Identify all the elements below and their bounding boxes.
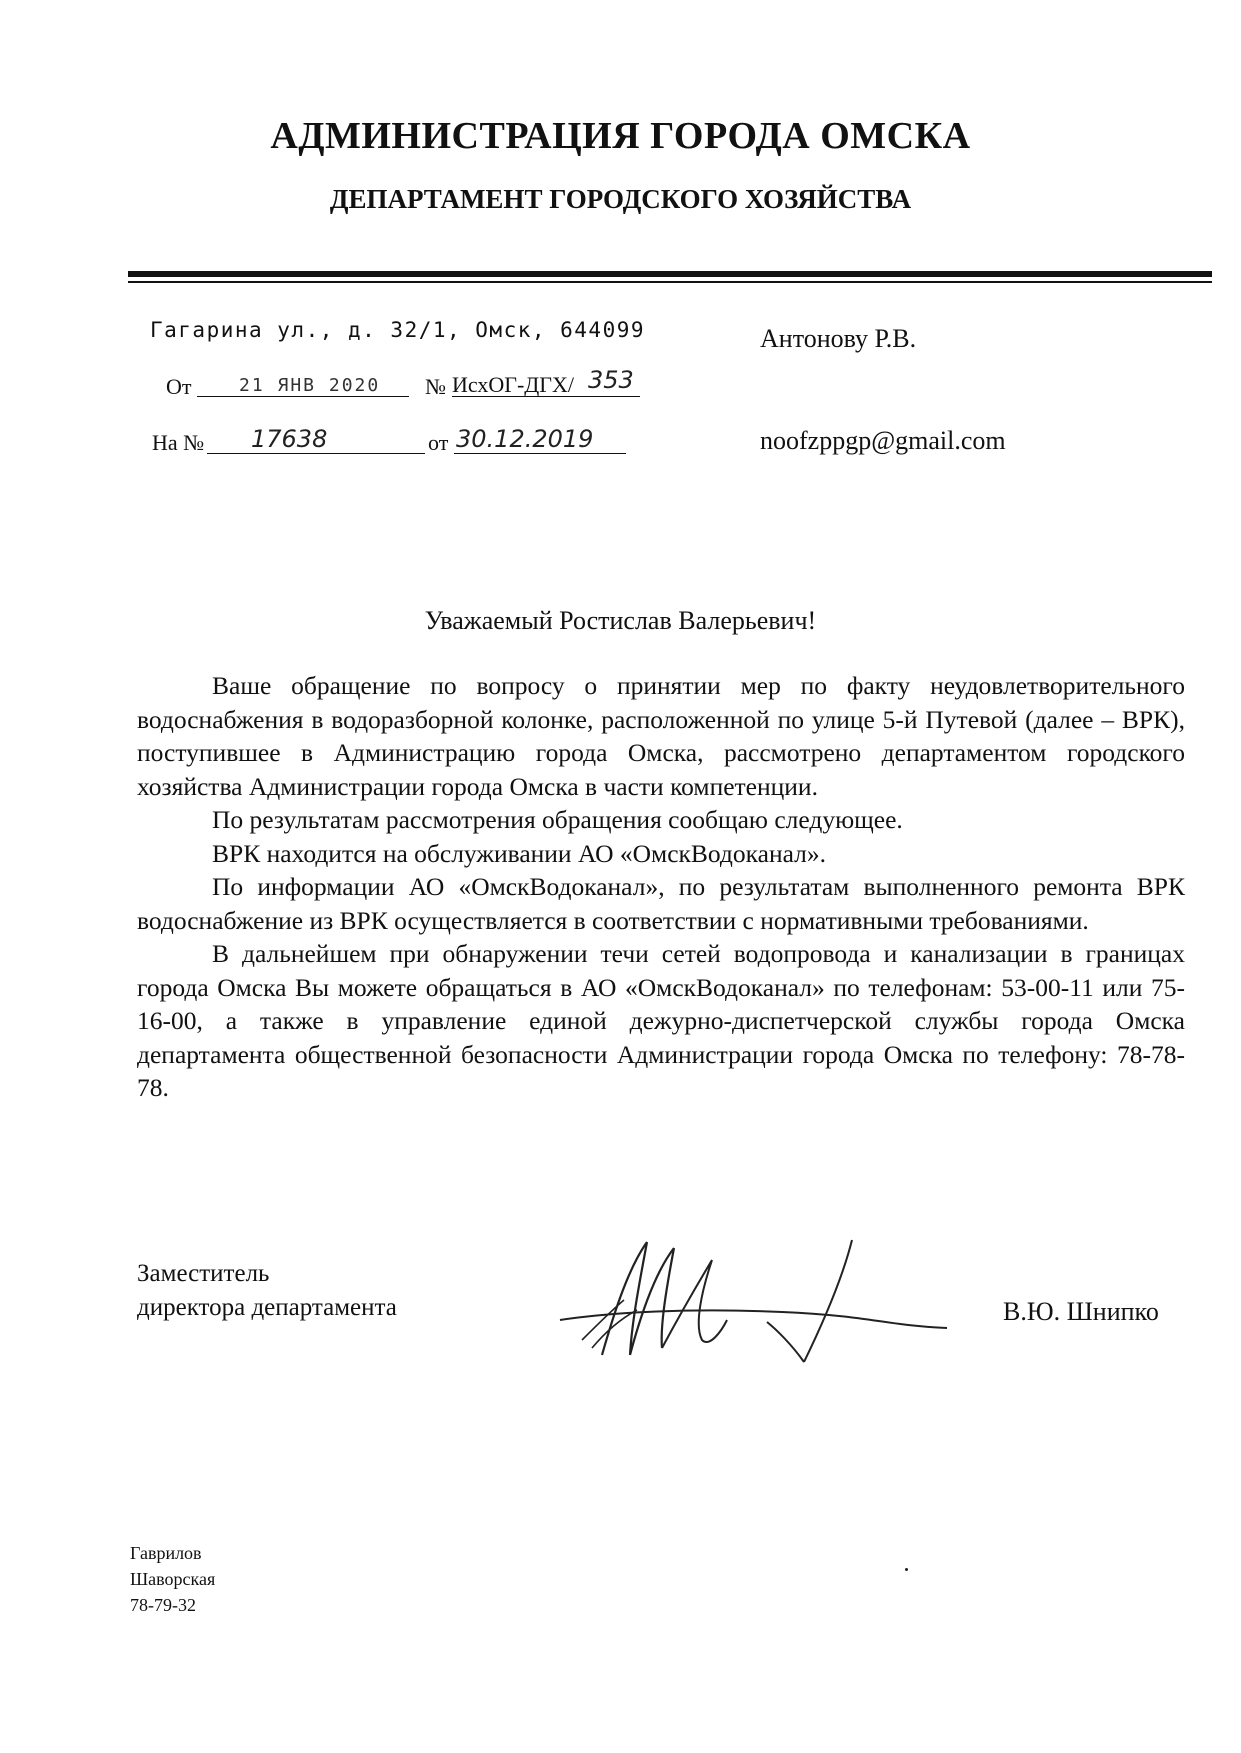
recipient-name: Антонову Р.В. [760, 324, 917, 353]
executor-phone: 78-79-32 [130, 1595, 196, 1615]
incoming-number-line [207, 425, 425, 454]
outgoing-date-stamp: 21 ЯНВ 2020 [239, 375, 381, 396]
department-subtitle: ДЕПАРТАМЕНТ ГОРОДСКОГО ХОЗЯЙСТВА [329, 184, 912, 214]
handwritten-signature [552, 1230, 952, 1370]
body-paragraph: ВРК находится на обслуживании АО «ОмскВодоканал». [212, 838, 827, 868]
executor-name-2: Шаворская [130, 1569, 216, 1589]
incoming-number: 17638 [251, 425, 328, 453]
outgoing-number-label: № [425, 374, 446, 399]
body-paragraph: По результатам рассмотрения обращения сообщаю следующее. [212, 805, 903, 834]
executor-name-1: Гаврилов [130, 1543, 202, 1563]
outgoing-from-label: От [166, 374, 192, 399]
recipient-email: noofzppgp@gmail.com [760, 426, 1006, 455]
letter-body [137, 669, 1185, 1105]
incoming-number-label: На № [152, 430, 205, 455]
signatory-role [137, 1257, 397, 1325]
greeting: Уважаемый Ростислав Валерьевич! [424, 606, 817, 635]
organization-title: АДМИНИСТРАЦИЯ ГОРОДА ОМСКА [270, 115, 971, 157]
executor-block [130, 1540, 215, 1618]
scan-speck [905, 1568, 908, 1571]
body-paragraph: По информации АО «ОмскВодоканал», по результатам выполненного ремонта ВРК водоснабжение из ВРК осуществляется в соответствии с нормативными требованиями. [137, 872, 1185, 935]
header-rule-thin [128, 281, 1212, 283]
outgoing-date-line [197, 372, 409, 397]
body-paragraph: В дальнейшем при обнаружении течи сетей водопровода и канализации в границах города Омска Вы можете обращаться в АО «ОмскВодоканал» по телефонам: 53-00-11 или 75-16-00, а также в управление единой дежурно-диспетчерской службы города Омска департамента общественной безопасности Администрации города Омска по телефону: 78-78-78. [137, 939, 1185, 1102]
incoming-date: 30.12.2019 [456, 425, 594, 453]
incoming-date-label: от [428, 430, 449, 455]
outgoing-number-printed: ИсхОГ-ДГХ/ [452, 372, 575, 397]
outgoing-number-handwritten: 353 [588, 366, 634, 394]
sender-address: Гагарина ул., д. 32/1, Омск, 644099 [150, 318, 646, 342]
outgoing-number-line [452, 366, 640, 397]
signatory-name: В.Ю. Шнипко [1003, 1297, 1159, 1326]
incoming-date-line [454, 425, 626, 454]
body-paragraph: Ваше обращение по вопросу о принятии мер по факту неудовлетворительного водоснабжения в водоразборной колонке, расположенной по улице 5-й Путевой (далее – ВРК), поступившее в Администрацию города Омска, рассмотрено департаментом городского хозяйства Администрации города Омска в части компетенции. [137, 671, 1185, 801]
signatory-role-line2: директора департамента [137, 1294, 397, 1321]
signatory-role-line1: Заместитель [137, 1260, 270, 1287]
header-rule-thick [128, 271, 1212, 277]
